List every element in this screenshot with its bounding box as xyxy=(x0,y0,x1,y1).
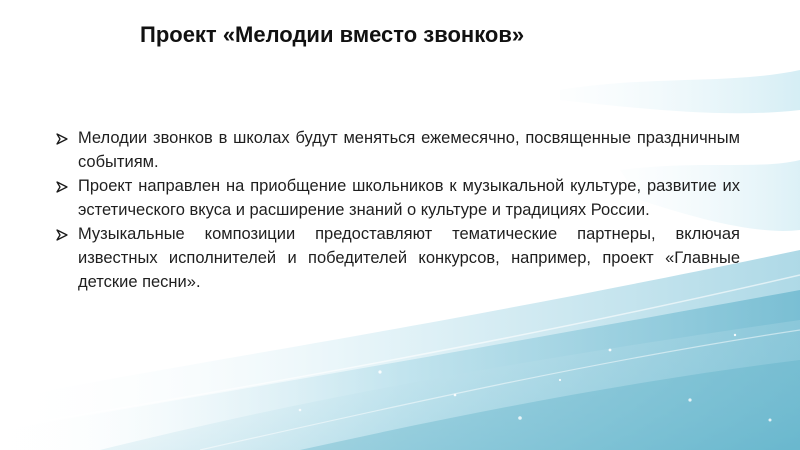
list-item xyxy=(54,126,740,174)
list-item xyxy=(54,222,740,294)
arrow-bullet-icon xyxy=(56,133,68,145)
arrow-bullet-icon xyxy=(56,181,68,193)
bullet-list xyxy=(54,126,740,294)
arrow-bullet-icon xyxy=(56,229,68,241)
slide-title: Проект «Мелодии вместо звонков» xyxy=(140,22,525,47)
bullet-text: Проект направлен на приобщение школьников к музыкальной культуре, развитие их эстетического вкуса и расширение знаний о культуре и традициях России. xyxy=(78,177,740,219)
bullet-text: Мелодии звонков в школах будут меняться ежемесячно, посвященные праздничным событиям. xyxy=(78,129,740,171)
list-item xyxy=(54,174,740,222)
bullet-text: Музыкальные композиции предоставляют тематические партнеры, включая известных исполнителей и победителей конкурсов, например, проект «Главные детские песни». xyxy=(78,225,740,291)
